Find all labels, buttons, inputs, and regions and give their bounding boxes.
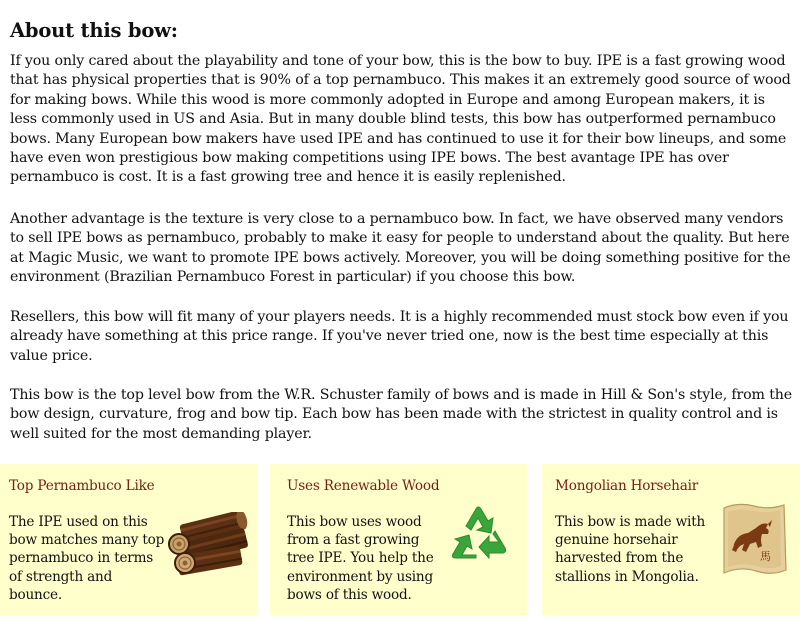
description-paragraph-4: This bow is the top level bow from the W.R. Schuster family of bows and is made in Hill & Son's style, from the bow design, curvature, frog and bow tip. Each bow has been made with the strictest in quality control and is well suited for the most demanding player. (10, 387, 793, 442)
feature-title: Uses Renewable Wood (287, 478, 440, 494)
feature-text: This bow is made with genuine horsehair harvested from the stallions in Mongolia. (555, 514, 706, 585)
description-paragraph-2: Another advantage is the texture is very close to a pernambuco bow. In fact, we have observed many vendors to sell IPE bows as pernambuco, probably to make it easy for people to understand about the quality. But here at Magic Music, we want to promote IPE bows actively. Moreover, you will be doing something positive for the environment (Brazilian Pernambuco Forest in particular) if you choose this bow. (10, 211, 791, 286)
feature-box-pernambuco (0, 464, 257, 615)
feature-title: Mongolian Horsehair (555, 478, 699, 494)
section-heading: About this bow: (10, 19, 178, 42)
feature-text: This bow uses wood from a fast growing tree IPE. You help the environment by using bows of this wood. (287, 514, 434, 603)
description-paragraph-1: If you only cared about the playability and tone of your bow, this is the bow to buy. IPE is a fast growing wood that has physical properties that is 90% of a top pernambuco. This makes it an extremely good source of wood for making bows. While this wood is more commonly adopted in Europe and among European makers, it is less commonly used in US and Asia. But in many double blind tests, this bow has outperformed pernambuco bows. Many European bow makers have used IPE and has continued to use it for their bow lineups, and some have even won prestigious bow making competitions using IPE bows. The best avantage IPE has over pernambuco is cost. It is a fast growing tree and hence it is easily replenished. (10, 53, 791, 186)
wood-logs-icon (165, 512, 257, 578)
horse-character-label: 馬 (760, 550, 771, 563)
recycle-icon (440, 500, 516, 572)
feature-box-renewable (270, 464, 527, 615)
horse-scroll-icon (718, 500, 790, 578)
feature-box-horsehair (542, 464, 800, 615)
description-paragraph-3: Resellers, this bow will fit many of your players needs. It is a highly recommended must stock bow even if you already have something at this price range. If you've never tried one, now is the best time especially at this value price. (10, 309, 789, 364)
feature-title: Top Pernambuco Like (9, 478, 155, 494)
feature-text: The IPE used on this bow matches many top pernambuco in terms of strength and bounce. (9, 514, 165, 603)
